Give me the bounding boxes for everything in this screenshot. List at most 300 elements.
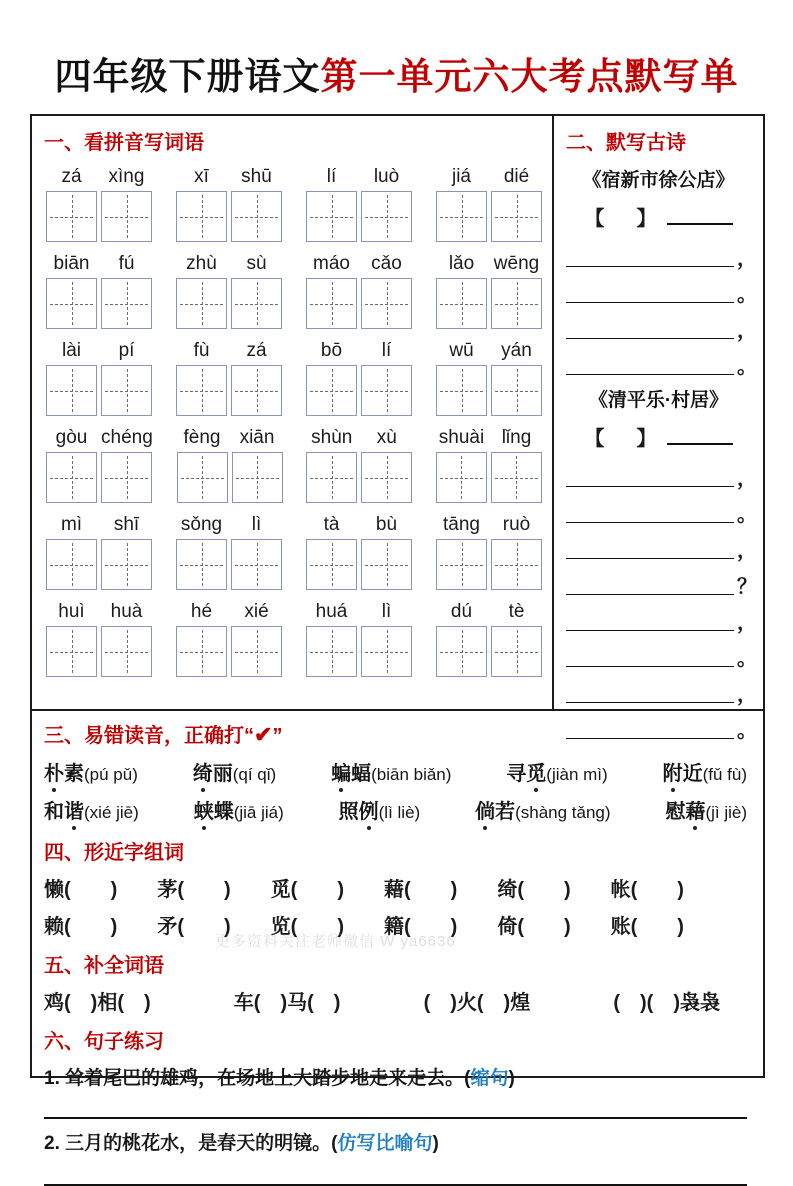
pinyin-label: luò: [373, 166, 400, 187]
pinyin-label: yán: [501, 340, 532, 361]
syllable-column: [361, 514, 412, 590]
syllable-column: [101, 340, 152, 416]
exercise-tag: 缩句: [470, 1068, 509, 1089]
syllable-column: [436, 253, 487, 329]
poem-answer-line: [566, 248, 757, 270]
syllable-column: [436, 166, 487, 242]
writing-line[interactable]: [44, 1117, 747, 1119]
answer-blank[interactable]: [566, 510, 734, 523]
punctuation-mark: 。: [737, 284, 757, 306]
pinyin-label: tāng: [443, 514, 480, 535]
syllable-column: [306, 253, 357, 329]
punctuation-mark: 。: [737, 504, 757, 526]
word: [194, 801, 234, 823]
writing-box[interactable]: [177, 452, 228, 503]
syllable-column: [46, 427, 97, 503]
pinyin-label: dú: [450, 601, 473, 622]
similar-char-rows: [44, 873, 747, 939]
writing-box[interactable]: [361, 365, 412, 416]
writing-box[interactable]: [176, 191, 227, 242]
word-blank[interactable]: ( ): [517, 916, 571, 938]
word: [193, 763, 233, 785]
similar-char-row: [44, 873, 684, 902]
pinyin-label: zá: [246, 340, 267, 361]
pinyin-label: tà: [323, 514, 340, 535]
poems: [566, 165, 757, 742]
pinyin-label: jiá: [451, 166, 471, 187]
syllable-column: [491, 601, 542, 677]
character: 藉: [383, 879, 404, 901]
word-group: [436, 166, 542, 242]
writing-box[interactable]: [101, 278, 152, 329]
pinyin-options[interactable]: (jiā jiá): [233, 803, 284, 822]
writing-box[interactable]: [231, 191, 282, 242]
writing-box[interactable]: [436, 191, 487, 242]
similar-char-item: [384, 910, 457, 939]
answer-blank[interactable]: [566, 582, 734, 595]
writing-box[interactable]: [491, 278, 542, 329]
pinyin-label: chéng: [101, 427, 153, 448]
syllable-column: [491, 253, 542, 329]
pinyin-label: wēng: [493, 253, 540, 274]
similar-char-item: [497, 910, 570, 939]
punctuation-mark: ，: [737, 684, 757, 706]
syllable-column: [361, 253, 412, 329]
idiom-blank[interactable]: 鸡( )相( ): [44, 992, 151, 1014]
word-char: 若: [495, 801, 516, 823]
answer-blank[interactable]: [566, 654, 734, 667]
idiom-blank[interactable]: ( )火( )煌: [423, 992, 531, 1014]
word-char: 觅: [526, 757, 546, 786]
answer-blank[interactable]: [566, 326, 734, 339]
pinyin-label: fù: [193, 340, 210, 361]
pinyin-options[interactable]: (fǔ fù): [702, 765, 747, 784]
poem-answer-line: [566, 468, 757, 490]
section3-heading: [44, 719, 747, 748]
pronunciation-item: [339, 795, 421, 824]
word-char: 蛱: [194, 795, 214, 824]
pinyin-options[interactable]: (lì liè): [378, 803, 421, 822]
syllable-column: [361, 427, 412, 503]
sentence-number: 1.: [44, 1068, 60, 1089]
syllable-column: [101, 253, 152, 329]
page-title: [0, 0, 793, 100]
word-char: 藉: [685, 795, 705, 824]
word-char: 素: [64, 763, 84, 785]
pinyin-label: sǒng: [180, 514, 223, 535]
word-group: [176, 253, 282, 329]
close-paren: ): [432, 1133, 439, 1154]
word-char: 蝠: [351, 763, 372, 785]
poem-answer-line: [566, 648, 757, 670]
pinyin-label: fèng: [183, 427, 221, 448]
pinyin-label: lì: [251, 514, 262, 535]
section4-heading: 四、形近字组词: [44, 842, 184, 864]
similar-char-item: [157, 873, 230, 902]
pronunciation-item: [506, 757, 607, 786]
author-blank[interactable]: [667, 212, 733, 225]
section3-heading-close-quote: ”: [272, 725, 283, 747]
word-blank[interactable]: ( ): [290, 879, 344, 901]
syllable-column: [361, 340, 412, 416]
word-group: [177, 427, 283, 503]
worksheet-frame: [30, 114, 765, 1154]
word-group: [176, 166, 282, 242]
word-char: 和: [44, 801, 64, 823]
syllable-column: [176, 514, 227, 590]
pinyin-label: lài: [61, 340, 81, 361]
pinyin-label: lí: [381, 340, 392, 361]
word-group: [436, 340, 542, 416]
writing-box[interactable]: [436, 626, 487, 677]
poem-answer-line: [566, 320, 757, 342]
word-char: 照: [338, 801, 359, 823]
similar-char-item: [271, 873, 344, 902]
syllable-column: [46, 253, 97, 329]
pinyin-row: [44, 601, 548, 677]
writing-box[interactable]: [101, 452, 152, 503]
pinyin-label: dié: [503, 166, 530, 187]
writing-box[interactable]: [306, 191, 357, 242]
pinyin-grid: [44, 166, 548, 677]
pinyin-options[interactable]: (pú pǔ): [84, 765, 138, 784]
writing-box[interactable]: [361, 278, 412, 329]
writing-box[interactable]: [491, 539, 542, 590]
pinyin-row: [44, 514, 548, 590]
writing-box[interactable]: [491, 365, 542, 416]
writing-box[interactable]: [306, 365, 357, 416]
punctuation-mark: 。: [737, 648, 757, 670]
syllable-column: [231, 601, 282, 677]
answer-blank[interactable]: [566, 690, 734, 703]
word-group: [46, 340, 152, 416]
pinyin-label: zhù: [186, 253, 217, 274]
writing-box[interactable]: [101, 191, 152, 242]
syllable-column: [306, 427, 357, 503]
answer-blank[interactable]: [566, 362, 734, 375]
poem-answer-line: [566, 356, 757, 378]
pinyin-label: xī: [194, 166, 209, 187]
similar-char-row: [44, 910, 684, 939]
writing-box[interactable]: [101, 626, 152, 677]
pronunciation-item: [44, 795, 139, 824]
pinyin-row: [44, 340, 548, 416]
poem-block: [566, 165, 757, 378]
syllable-column: [176, 340, 227, 416]
pinyin-label: shuài: [438, 427, 485, 448]
similar-char-item: [611, 873, 684, 902]
punctuation-mark: ，: [737, 468, 757, 490]
pinyin-options[interactable]: (jì jiè): [705, 803, 747, 822]
syllable-column: [101, 166, 152, 242]
syllable-column: [231, 340, 282, 416]
word-group: [46, 166, 152, 242]
pinyin-label: xié: [244, 601, 269, 622]
word: [506, 763, 546, 785]
word-group: [306, 253, 412, 329]
pinyin-label: lì: [381, 601, 392, 622]
section3-heading-text: 三、易错读音，正确打“: [44, 725, 254, 747]
pinyin-row: [44, 166, 548, 242]
writing-box[interactable]: [46, 539, 97, 590]
syllable-column: [231, 253, 282, 329]
writing-box[interactable]: [436, 365, 487, 416]
syllable-column: [176, 253, 227, 329]
syllable-column: [491, 427, 542, 503]
syllable-column: [176, 166, 227, 242]
pronunciation-item: [663, 757, 747, 786]
syllable-column: [306, 601, 357, 677]
word-group: [436, 601, 542, 677]
character: 绮: [497, 879, 518, 901]
word-char: 附: [663, 757, 683, 786]
pinyin-options[interactable]: (shàng tǎng): [515, 803, 611, 822]
similar-char-item: [44, 910, 117, 939]
writing-box[interactable]: [491, 452, 542, 503]
writing-box[interactable]: [46, 278, 97, 329]
pinyin-label: cǎo: [371, 253, 402, 274]
character: 览: [270, 916, 291, 938]
word-blank[interactable]: ( ): [177, 879, 231, 901]
punctuation-mark: 。: [737, 720, 757, 742]
word-char: 谐: [64, 795, 84, 824]
writing-box[interactable]: [306, 626, 357, 677]
pinyin-options[interactable]: (biān biǎn): [371, 765, 452, 784]
writing-box[interactable]: [176, 365, 227, 416]
pinyin-label: huì: [58, 601, 85, 622]
poem-author-line: [566, 202, 751, 231]
writing-box[interactable]: [306, 278, 357, 329]
word: [665, 801, 705, 823]
writing-box[interactable]: [231, 278, 282, 329]
syllable-column: [491, 514, 542, 590]
similar-char-item: [497, 873, 570, 902]
punctuation-mark: 。: [737, 356, 757, 378]
sentence-number: 2.: [44, 1133, 60, 1154]
pinyin-label: lí: [326, 166, 337, 187]
word: [331, 763, 371, 785]
pronunciation-item: [44, 757, 138, 786]
punctuation-mark: ，: [737, 320, 757, 342]
writing-box[interactable]: [46, 191, 97, 242]
word-group: [306, 601, 412, 677]
writing-box[interactable]: [361, 626, 412, 677]
poem-block: [566, 385, 757, 742]
pinyin-label: xù: [376, 427, 397, 448]
writing-box[interactable]: [436, 278, 487, 329]
character: 懒: [44, 879, 64, 901]
answer-blank[interactable]: [566, 290, 734, 303]
idiom-blank[interactable]: ( )( )袅袅: [613, 992, 720, 1014]
word-blank[interactable]: ( ): [630, 916, 684, 938]
pinyin-label: pí: [118, 340, 135, 361]
writing-box[interactable]: [46, 365, 97, 416]
writing-box[interactable]: [101, 539, 152, 590]
syllable-column: [101, 514, 152, 590]
writing-box[interactable]: [231, 365, 282, 416]
writing-box[interactable]: [231, 626, 282, 677]
word: [663, 763, 703, 785]
pronunciation-item: [665, 795, 747, 824]
pinyin-label: xìng: [108, 166, 145, 187]
section2-heading: 二、默写古诗: [566, 132, 686, 154]
writing-box[interactable]: [46, 626, 97, 677]
word-group: [46, 601, 152, 677]
word-blank[interactable]: ( ): [517, 879, 571, 901]
pinyin-label: fú: [118, 253, 135, 274]
word-group: [306, 514, 412, 590]
pinyin-options[interactable]: (xié jiē): [84, 803, 139, 822]
writing-box[interactable]: [436, 452, 487, 503]
syllable-column: [232, 427, 283, 503]
writing-box[interactable]: [46, 452, 97, 503]
poem-answer-line: [566, 612, 757, 634]
poem-author-line: [566, 422, 751, 451]
answer-blank[interactable]: [566, 618, 734, 631]
pinyin-label: mì: [60, 514, 83, 535]
pinyin-options[interactable]: (qí qǐ): [232, 765, 277, 784]
section-pinyin-words: [32, 116, 552, 709]
syllable-column: [101, 427, 153, 503]
bottom-area: [32, 711, 763, 1186]
similar-char-item: [157, 910, 230, 939]
word-char: 慰: [665, 801, 686, 823]
word-group: [306, 427, 412, 503]
author-blank[interactable]: [667, 432, 733, 445]
pronunciation-item: [475, 795, 610, 824]
word-blank[interactable]: ( ): [64, 879, 118, 901]
author-brackets: 【 】: [584, 428, 663, 450]
syllable-column: [436, 340, 487, 416]
poem-answer-line: [566, 576, 757, 598]
syllable-column: [46, 340, 97, 416]
pinyin-label: tè: [508, 601, 525, 622]
writing-box[interactable]: [436, 539, 487, 590]
character: 觅: [270, 879, 291, 901]
word-group: [46, 253, 152, 329]
word-blank[interactable]: ( ): [290, 916, 344, 938]
pronunciation-item: [331, 757, 451, 786]
syllable-column: [436, 427, 487, 503]
pinyin-row: [44, 253, 548, 329]
pinyin-label: gòu: [55, 427, 88, 448]
word-group: [46, 514, 152, 590]
writing-box[interactable]: [306, 539, 357, 590]
poem-title: 《宿新市徐公店》: [582, 170, 735, 191]
character: 账: [610, 916, 631, 938]
word: [475, 801, 515, 823]
word-char: 绮: [193, 757, 213, 786]
word-blank[interactable]: ( ): [403, 916, 458, 938]
word-blank[interactable]: ( ): [64, 916, 118, 938]
writing-box[interactable]: [176, 278, 227, 329]
title-red-part: 第一单元六大考点默写单: [320, 56, 739, 97]
section-poem-dictation: [552, 116, 763, 742]
similar-char-item: [611, 910, 684, 939]
pinyin-label: lǐng: [501, 427, 532, 448]
punctuation-mark: ？: [737, 576, 757, 598]
character: 矛: [157, 916, 178, 938]
writing-box[interactable]: [176, 626, 227, 677]
similar-char-item: [384, 873, 457, 902]
writing-box[interactable]: [306, 452, 357, 503]
pinyin-label: huá: [315, 601, 348, 622]
word: [339, 801, 379, 823]
syllable-column: [361, 601, 412, 677]
word-group: [176, 340, 282, 416]
pinyin-label: shùn: [311, 427, 353, 448]
pinyin-label: ruò: [502, 514, 531, 535]
section6-heading: 六、句子练习: [44, 1031, 164, 1053]
sentence-text: 耸着尾巴的雄鸡，在场地上大踏步地走来走去。: [65, 1068, 465, 1089]
word: [44, 763, 84, 785]
pinyin-label: bù: [375, 514, 398, 535]
pinyin-options[interactable]: (jiàn mì): [546, 765, 608, 784]
writing-box[interactable]: [361, 539, 412, 590]
syllable-column: [491, 166, 542, 242]
writing-box[interactable]: [101, 365, 152, 416]
writing-box[interactable]: [491, 626, 542, 677]
syllable-column: [306, 340, 357, 416]
syllable-column: [436, 601, 487, 677]
word-blank[interactable]: ( ): [630, 879, 684, 901]
pinyin-label: shī: [113, 514, 140, 535]
word-char: 蝙: [331, 757, 351, 786]
idiom-blank[interactable]: 车( )马( ): [233, 992, 341, 1014]
punctuation-mark: ，: [737, 612, 757, 634]
syllable-column: [231, 166, 282, 242]
character: 赖: [44, 916, 64, 938]
section1-heading: 一、看拼音写词语: [44, 132, 204, 154]
writing-box[interactable]: [361, 191, 412, 242]
answer-blank[interactable]: [566, 546, 734, 559]
word-blank[interactable]: ( ): [403, 879, 458, 901]
word-group: [46, 427, 153, 503]
writing-box[interactable]: [361, 452, 412, 503]
word-group: [436, 253, 542, 329]
pinyin-label: shū: [241, 166, 272, 187]
sentence-exercise-2: [44, 1128, 747, 1155]
character: 籍: [383, 916, 404, 938]
pinyin-label: biān: [53, 253, 90, 274]
writing-box[interactable]: [232, 452, 283, 503]
open-paren: (: [331, 1133, 338, 1154]
pinyin-label: lǎo: [448, 253, 475, 274]
pinyin-label: xiān: [239, 427, 275, 448]
word-char: 寻: [506, 763, 527, 785]
answer-blank[interactable]: [566, 474, 734, 487]
word-blank[interactable]: ( ): [177, 916, 231, 938]
syllable-column: [231, 514, 282, 590]
poem-answer-line: [566, 684, 757, 706]
syllable-column: [46, 514, 97, 590]
poem-title: 《清平乐·村居》: [588, 390, 729, 411]
character: 茅: [157, 879, 178, 901]
writing-box[interactable]: [491, 191, 542, 242]
word-group: [176, 601, 282, 677]
pinyin-label: hé: [190, 601, 213, 622]
writing-box[interactable]: [231, 539, 282, 590]
pronunciation-row: [44, 757, 747, 786]
word-group: [436, 427, 542, 503]
writing-box[interactable]: [176, 539, 227, 590]
check-icon: ✔: [254, 722, 273, 747]
answer-blank[interactable]: [566, 254, 734, 267]
sentence-text: 三月的桃花水，是春天的明镜。: [65, 1133, 332, 1154]
similar-char-item: [44, 873, 117, 902]
pinyin-label: wū: [449, 340, 474, 361]
syllable-column: [436, 514, 487, 590]
